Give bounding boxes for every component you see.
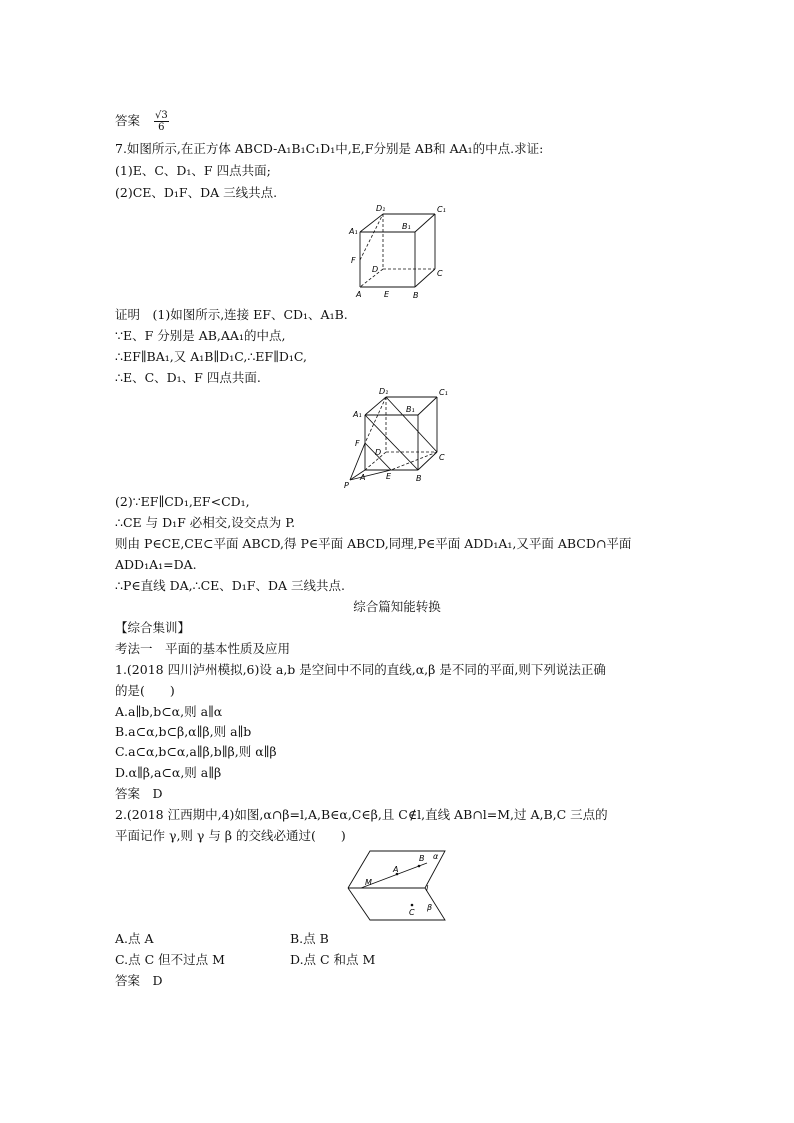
q2-option-b: B.点 B [290,931,329,946]
q1-option-c: C.a⊂α,b⊂α,a∥β,b∥β,则 α∥β [115,744,277,759]
q2-option-a: A.点 A [115,931,154,946]
cube-figure-2 [340,385,465,490]
q1-stem-line-1: 1.(2018 四川泸州模拟,6)设 a,b 是空间中不同的直线,α,β 是不同的平面,则下列说法正确 [115,662,606,677]
fraction-denominator: 6 [158,122,165,133]
q1-stem-line-2: 的是( ) [115,683,175,698]
q1-answer: 答案 D [115,786,163,801]
proof-line-8: ADD₁A₁=DA. [115,557,197,572]
q2-stem-line-2: 平面记作 γ,则 γ 与 β 的交线必通过( ) [115,828,346,843]
proof-line-7: 则由 P∈CE,CE⊂平面 ABCD,得 P∈平面 ABCD,同理,P∈平面 ADD₁A₁,又平面 ABCD∩平面 [115,536,632,551]
proof-line-4: ∴E、C、D₁、F 四点共面. [115,370,261,385]
label-D1: D₁ [376,204,386,213]
label-C: C [437,269,443,278]
q1-option-a: A.a∥b,b⊂α,则 a∥α [115,704,223,719]
label-P: P [344,481,349,490]
label-D: D [375,448,382,457]
label-A: A [356,290,362,299]
label-E: E [386,472,392,481]
section-tag: 【综合集训】 [115,620,191,635]
label-D1: D₁ [379,387,389,396]
label-alpha: α [433,852,439,861]
label-B1: B₁ [406,405,415,414]
label-l: l [426,884,429,893]
answer-fraction [154,110,169,133]
cube-figure-1 [340,202,455,302]
label-C: C [439,453,445,462]
fraction-numerator: √3 [155,110,168,121]
label-B1: B₁ [402,222,411,231]
label-E: E [384,290,390,299]
label-C1: C₁ [437,205,446,214]
label-F: F [351,256,356,265]
label-A: A [360,473,366,482]
label-B: B [419,854,425,863]
proof-line-9: ∴P∈直线 DA,∴CE、D₁F、DA 三线共点. [115,578,345,593]
q2-stem-line-1: 2.(2018 江西期中,4)如图,α∩β=l,A,B∈α,C∈β,且 C∉l,直线 AB∩l=M,过 A,B,C 三点的 [115,807,608,822]
label-C1: C₁ [439,388,448,397]
q1-option-b: B.a⊂α,b⊂β,α∥β,则 a∥b [115,724,252,739]
label-F: F [355,439,360,448]
label-C: C [409,908,415,917]
label-B: B [416,474,422,483]
label-A: A [393,865,399,874]
q1-option-d: D.α∥β,a⊂α,则 a∥β [115,765,222,780]
section-title: 综合篇知能转换 [353,599,441,614]
label-A1: A₁ [353,410,362,419]
answer-label: 答案 [115,113,141,128]
label-D: D [372,265,379,274]
label-M: M [365,878,372,887]
q7-stem: 7.如图所示,在正方体 ABCD-A₁B₁C₁D₁中,E,F分别是 AB和 AA₁的中点.求证: [115,141,544,156]
proof-line-1: 证明 (1)如图所示,连接 EF、CD₁、A₁B. [115,307,348,322]
answer-line [115,110,169,133]
method-heading: 考法一 平面的基本性质及应用 [115,641,291,656]
proof-line-2: ∵E、F 分别是 AB,AA₁的中点, [115,328,286,343]
proof-line-6: ∴CE 与 D₁F 必相交,设交点为 P. [115,515,296,530]
q2-option-c: C.点 C 但不过点 M [115,952,225,967]
q7-part2: (2)CE、D₁F、DA 三线共点. [115,185,278,200]
q2-answer: 答案 D [115,973,163,988]
label-A1: A₁ [349,227,358,236]
q2-option-d: D.点 C 和点 M [290,952,376,967]
proof-line-5: (2)∵EF∥CD₁,EF<CD₁, [115,494,250,509]
proof-line-3: ∴EF∥BA₁,又 A₁B∥D₁C,∴EF∥D₁C, [115,349,307,364]
q7-part1: (1)E、C、D₁、F 四点共面; [115,163,271,178]
label-B: B [413,291,419,300]
planes-figure [345,848,450,924]
label-beta: β [427,903,433,912]
